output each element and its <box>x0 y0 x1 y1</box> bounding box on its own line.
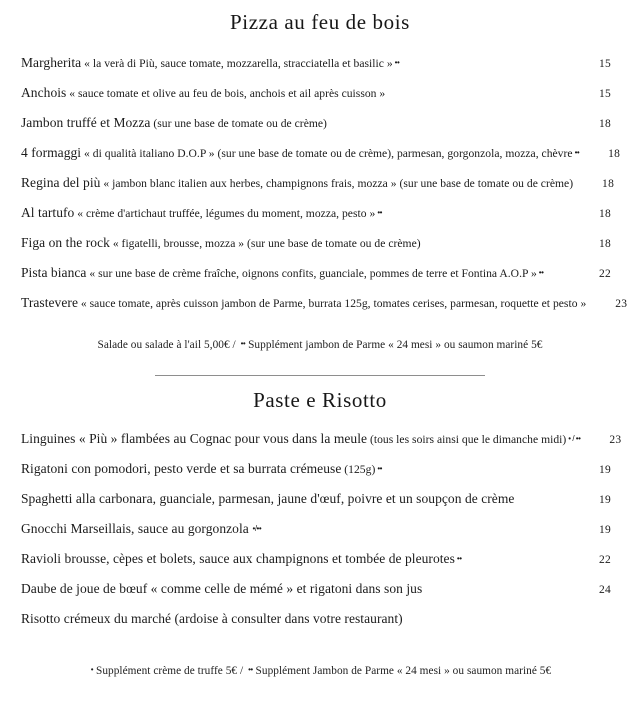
menu-item-name: Regina del più <box>21 175 101 190</box>
menu-item-text <box>21 491 570 507</box>
menu-item-row <box>0 551 640 581</box>
menu-item-description: « crème d'artichaut truffée, légumes du moment, mozza, pesto » <box>74 207 376 220</box>
spacer <box>0 353 640 375</box>
menu-item-row <box>0 145 640 175</box>
menu-item-description: (tous les soirs ainsi que le dimanche midi) <box>367 432 567 446</box>
menu-item-row <box>0 521 640 551</box>
menu-item-text <box>21 521 570 537</box>
menu-item-price: 19 <box>598 463 612 476</box>
menu-item-text <box>21 461 570 477</box>
menu-item-text <box>21 431 580 447</box>
spacer <box>0 641 640 665</box>
menu-item-price: 18 <box>598 208 612 220</box>
menu-item-text <box>21 205 570 221</box>
footnote-salad-text: Salade ou salade à l'ail 5,00€ / <box>97 339 239 351</box>
menu-item-text <box>21 581 570 597</box>
menu-item-description: « sauce tomate et olive au feu de bois, anchois et ail après cuisson » <box>66 87 386 100</box>
menu-item-text <box>21 115 570 131</box>
footnote-paste <box>0 665 640 679</box>
menu-item-list-paste <box>0 431 640 641</box>
menu-item-description: « sur une base de crème fraîche, oignons confits, guanciale, pommes de terre et Fontina A.O.P » <box>86 267 537 280</box>
menu-item-text <box>21 235 570 251</box>
menu-item-description: « sauce tomate, après cuisson jambon de Parme, burrata 125g, tomates cerises, parmesan, roquette et pesto » <box>78 297 587 310</box>
menu-item-name: Spaghetti alla carbonara, guanciale, parmesan, jaune d'œuf, poivre et un soupçon de crème <box>21 490 515 506</box>
menu-item-row <box>0 265 640 295</box>
footnote-pizza <box>0 339 640 353</box>
menu-item-row <box>0 175 640 205</box>
menu-item-text <box>21 145 579 161</box>
spacer <box>0 411 640 431</box>
menu-item-description: (sur une base de tomate ou de crème) <box>150 117 327 130</box>
menu-item-description: « figatelli, brousse, mozza » (sur une base de tomate ou de crème) <box>109 237 421 250</box>
menu-item-text <box>21 551 570 567</box>
supplement-marker-icon: •• <box>394 58 400 67</box>
spacer <box>0 33 640 55</box>
menu-item-row <box>0 205 640 235</box>
menu-item-name: Jambon truffé et Mozza <box>21 115 151 130</box>
supplement-marker-icon: •/•• <box>250 523 262 533</box>
menu-item-text <box>21 295 586 311</box>
menu-item-row <box>0 235 640 265</box>
menu-item-text <box>21 265 570 281</box>
menu-item-price: 18 <box>598 238 612 250</box>
menu-item-price: 18 <box>608 148 621 160</box>
menu-item-name: Ravioli brousse, cèpes et bolets, sauce aux champignons et tombée de pleurotes <box>21 550 455 566</box>
menu-item-description: (125g) <box>341 462 376 476</box>
menu-item-price: 19 <box>598 493 612 506</box>
supplement-marker-icon: • / •• <box>568 433 581 443</box>
menu-item-description: « la verà di Più, sauce tomate, mozzarella, stracciatella et basilic » <box>81 57 393 70</box>
footnote-supplement-text: Supplément jambon de Parme « 24 mesi » ou saumon mariné 5€ <box>245 339 543 351</box>
section-title-paste: Paste e Risotto <box>253 387 387 412</box>
menu-item-name: 4 formaggi <box>21 145 82 160</box>
menu-item-row <box>0 461 640 491</box>
menu-item-text <box>21 55 570 71</box>
menu-item-price: 24 <box>598 583 612 596</box>
supplement-marker-icon: •• <box>574 148 580 157</box>
menu-item-name: Pista bianca <box>21 265 87 280</box>
menu-item-row <box>0 431 640 461</box>
menu-item-price: 23 <box>615 298 628 310</box>
menu-item-name: Trastevere <box>21 295 78 310</box>
menu-item-name: Gnocchi Marseillais, sauce au gorgonzola <box>21 520 249 536</box>
menu-item-row <box>0 55 640 85</box>
section-title-pizza: Pizza au feu de bois <box>230 10 410 34</box>
menu-item-price: 19 <box>598 523 612 536</box>
menu-item-name: Rigatoni con pomodori, pesto verde et sa burrata crémeuse <box>21 460 342 476</box>
menu-item-name: Figa on the rock <box>21 235 110 250</box>
menu-item-price: 15 <box>598 88 612 100</box>
spacer <box>0 325 640 339</box>
menu-item-name: Linguines « Più » flambées au Cognac pour vous dans la meule <box>21 430 368 446</box>
menu-item-row <box>0 85 640 115</box>
footnote-marker-double-icon: •• <box>248 664 253 674</box>
footnote-marker-double-icon: •• <box>240 339 246 348</box>
menu-item-description: « jambon blanc italien aux herbes, champignons frais, mozza » (sur une base de tomate ou de crème) <box>100 177 574 190</box>
footnote-truffe-text: Supplément crème de truffe 5€ / <box>93 664 247 677</box>
menu-item-name: Al tartufo <box>21 205 75 220</box>
menu-item-row <box>0 611 640 641</box>
menu-item-name: Margherita <box>21 55 82 70</box>
menu-item-name: Daube de joue de bœuf « comme celle de mémé » et rigatoni dans son jus <box>21 580 423 596</box>
menu-item-row <box>0 491 640 521</box>
footnote-marker-single-icon: • <box>90 664 94 674</box>
menu-item-price: 18 <box>598 118 612 130</box>
supplement-marker-icon: •• <box>377 463 382 473</box>
menu-item-row <box>0 295 640 325</box>
menu-item-price: 22 <box>598 268 612 280</box>
menu-item-list-pizza <box>0 55 640 325</box>
footnote-supplement-text: Supplément Jambon de Parme « 24 mesi » ou saumon mariné 5€ <box>252 664 552 677</box>
menu-item-price: 15 <box>598 58 612 70</box>
menu-item-name: Anchois <box>21 85 67 100</box>
menu-item-price: 23 <box>609 433 622 446</box>
menu-item-price: 22 <box>598 553 612 566</box>
supplement-marker-icon: •• <box>377 208 382 217</box>
menu-item-text <box>21 175 573 191</box>
menu-item-row <box>0 115 640 145</box>
menu-item-text <box>21 85 570 101</box>
menu-item-text <box>21 611 570 627</box>
menu-item-name: Risotto crémeux du marché (ardoise à consulter dans votre restaurant) <box>21 610 403 626</box>
menu-section-paste <box>0 387 640 679</box>
supplement-marker-icon: •• <box>538 268 544 277</box>
menu-item-row <box>0 581 640 611</box>
menu-item-price: 18 <box>602 178 615 190</box>
supplement-marker-icon: •• <box>456 553 462 563</box>
menu-item-description: « di qualità italiano D.O.P » (sur une base de tomate ou de crème), parmesan, gorgonzola, mozza, chèvre <box>81 147 573 160</box>
